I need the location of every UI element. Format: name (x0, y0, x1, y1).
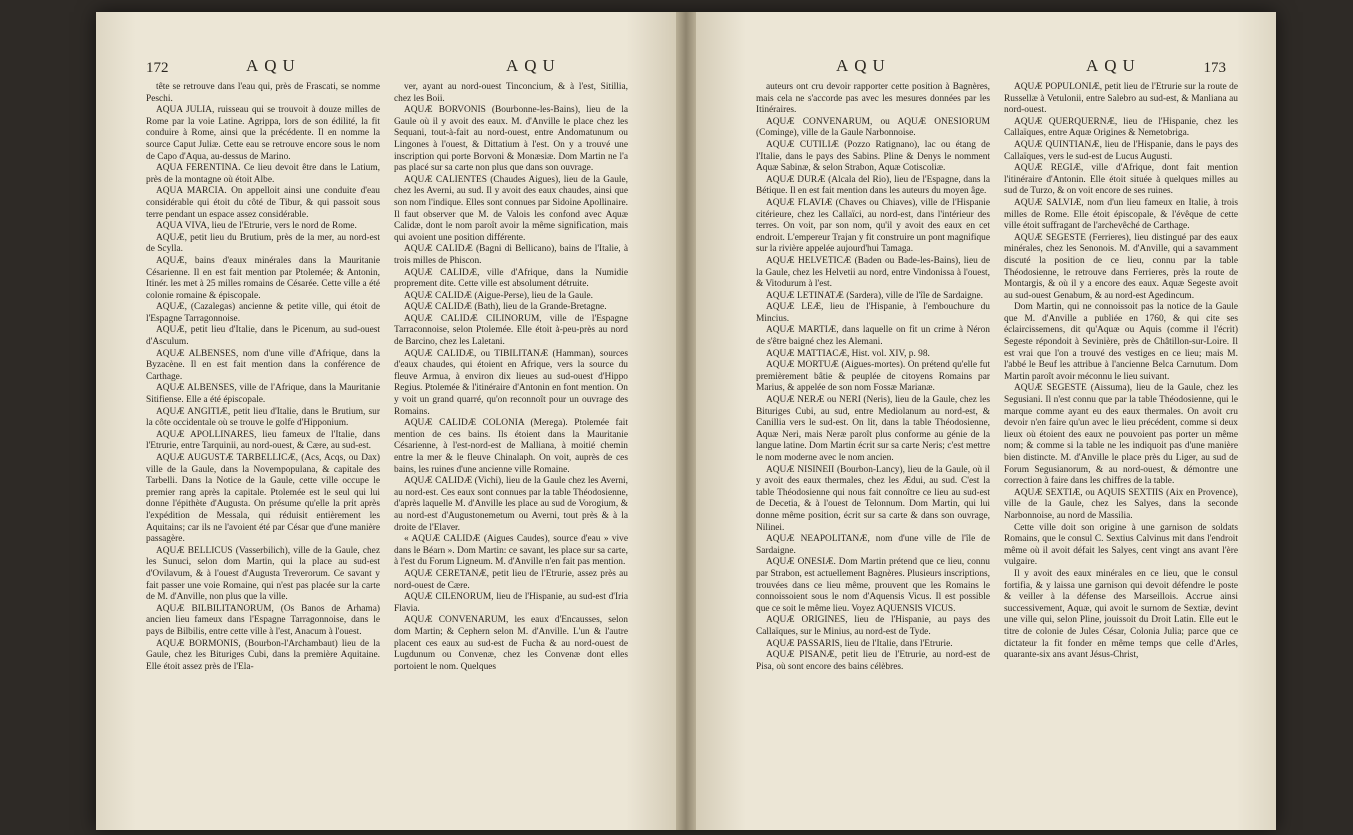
right-running-head-1: AQU (836, 56, 891, 75)
entry-paragraph: AQUÆ CALIENTES (Chaudes Aigues), lieu de la Gaule, chez les Averni, au sud. Il y avoit des eaux chaudes, ainsi que son nom l'indique. Elles sont connues par Sidoine Apollinaire. Il faut observer que M. de Valois les confond avec Aquæ Calidæ, dont le nom paroît avoir la même signification, mais qui avoient une position différente. (394, 174, 628, 243)
entry-paragraph: AQUÆ LETINATÆ (Sardera), ville de l'île de Sardaigne. (766, 290, 983, 301)
entry-paragraph: AQUÆ REGIÆ, ville d'Afrique, dont fait mention l'itinéraire d'Antonin. Elle étoit située à quelques milles au sud de Turzo, & on voit encore de ses ruines. (1004, 163, 1238, 197)
entry-paragraph: AQUÆ BORMONIS, (Bourbon-l'Archambaut) lieu de la Gaule, chez les Bituriges Cubi, dans la première Aquitaine. Elle étoit assez près de l'Ela- (146, 638, 380, 672)
entry-paragraph: AQUÆ, bains d'eaux minérales dans la Mauritanie Césarienne. Il en est fait mention par Ptolemée; & Antonin, Itinér. les met à 25 milles romains de Césarée. Cette ville a été colonie romaine & épiscopale. (146, 255, 380, 301)
entry-paragraph: AQUÆ CERETANÆ, petit lieu de l'Etrurie, assez près au nord-ouest de Cære. (394, 568, 628, 591)
entry-paragraph: AQUÆ PISANÆ, petit lieu de l'Etrurie, au nord-est de Pisa, où sont encore des bains célèbres. (756, 650, 990, 672)
left-col-2 (394, 82, 628, 673)
entry-paragraph: AQUÆ CALIDÆ COLONIA (Merega). Ptolemée fait mention de ces bains. Ils étoient dans la Mauritanie Césarienne, à l'est-nord-est de Malliana, à moitié chemin entre la mer & le fleuve Chinalaph. On voit, auprès de ces bains, les ruines d'une ancienne ville Romaine. (394, 418, 628, 475)
entry-paragraph: AQUA FERENTINA. Ce lieu devoit être dans le Latium, près de la montagne où étoit Albe. (146, 163, 380, 185)
right-running-head-2: AQU (1086, 56, 1141, 75)
entry-paragraph: AQUÆ CALIDÆ, ville d'Afrique, dans la Numidie proprement dite. Cette ville est absolument détruite. (394, 267, 628, 290)
entry-paragraph: AQUÆ HELVETICÆ (Baden ou Bade-les-Bains), lieu de la Gaule, chez les Helvetii au nord, entre Vindonissa à l'ouest, & Vitodurum à l'est. (756, 255, 990, 290)
entry-paragraph: AQUA VIVA, lieu de l'Etrurie, vers le nord de Rome. (156, 221, 357, 232)
left-page-columns (146, 82, 628, 673)
entry-paragraph: AQUÆ CONVENARUM, ou AQUÆ ONESIORUM (Cominge), ville de la Gaule Narbonnoise. (756, 116, 990, 139)
entry-paragraph: AQUÆ CALIDÆ, ou TIBILITANÆ (Hamman), sources d'eaux chaudes, qui étoient en Afrique, vers la source du fleuve Armua, à environ dix lieues au sud-ouest d'Hippo Regius. Ptolemée & l'itinéraire d'Antonin en font mention. On y voit un grand quarré, qu'on reconnoît pour un ouvrage des Romains. (394, 348, 628, 417)
entry-paragraph: AQUÆ SEGESTE (Aissuma), lieu de la Gaule, chez les Segusiani. Il n'est connu que par la table Théodosienne, qui le marque comme ayant eu des eaux thermales. On avoit cru devoir n'en faire qu'un avec le lieu précédent, comme si deux lieux où étoient des eaux ne pouvoient pas porter un même nom; & comme si la table ne les indiquoit pas d'une manière bien distincte. M. d'Anville le place près du Liger, au sud de Forum Segusianorum, & au nord-ouest, & démontre une correction à faire dans les chiffres de la table. (1004, 383, 1238, 487)
book-spread (96, 12, 1276, 830)
entry-paragraph: « AQUÆ CALIDÆ (Aigues Caudes), source d'eau » vive dans le Béarn ». Dom Martin: ce savant, les place sur sa carte, à l'est du Forum Ligneum. M. d'Anville n'en fait pas mention. (394, 534, 628, 568)
entry-paragraph: AQUÆ CALIDÆ CILINORUM, ville de l'Espagne Tarraconnoise, selon Ptolemée. Elle étoit à-peu-près au nord de Barcino, chez les Laletani. (394, 313, 628, 348)
entry-paragraph: AQUÆ BORVONIS (Bourbonne-les-Bains), lieu de la Gaule où il y avoit des eaux. M. d'Anville le place chez les Sequani, tout-à-fait au nord-ouest, entre Andomatunum ou Lingones à l'ouest, & Dittatium à l'est. On y a trouvé une inscription qui porte Borvoni & Monæsiæ. Dom Martin ne l'a pas placé sur sa carte non plus que dans son ouvrage. (394, 105, 628, 174)
entry-paragraph: AQUA JULIA, ruisseau qui se trouvoit à douze milles de Rome par la voie Latine. Agrippa, lors de son édilité, la fit conduire à Rome, ainsi que la précédente. Il en nomme la source Caput Juliæ. Cette eau se retrouve encore sous le nom de Capo d'Aqua, au-dessus de Marino. (146, 105, 380, 162)
right-page-columns (756, 82, 1238, 673)
entry-paragraph: AQUÆ AUGUSTÆ TARBELLICÆ, (Acs, Acqs, ou Dax) ville de la Gaule, dans la Novempopulana, & capitale des Tarbelli. Dans la Notice de la Gaule, cette ville occupe le premier rang après la capitale. Ptolemée est le seul qui lui donne l'épithète d'Augusta. On présume qu'elle la prit après l'expédition de Messala, qui réduisit entièrement les Aquitains; car ils ne l'avoient été par César que d'une manière passagère. (146, 453, 380, 545)
book-gutter (676, 12, 696, 830)
entry-paragraph: AQUÆ MORTUÆ (Aigues-mortes). On prétend qu'elle fut premièrement bâtie & peuplée de citoyens Romains par Marius, & appelée de son nom Fossæ Marianæ. (756, 360, 990, 394)
entry-paragraph: AQUÆ, (Cazalegas) ancienne & petite ville, qui étoit de l'Espagne Tarragonnoise. (146, 302, 380, 324)
entry-paragraph: AQUÆ ANGITIÆ, petit lieu d'Italie, dans le Brutium, sur la côte occidentale où se trouve le golfe d'Hipponium. (146, 406, 380, 429)
entry-paragraph: AQUÆ CILENORUM, lieu de l'Hispanie, au sud-est d'Iria Flavia. (394, 592, 628, 614)
entry-paragraph: AQUÆ CALIDÆ (Bath), lieu de la Grande-Bretagne. (404, 302, 607, 313)
entry-paragraph: ver, ayant au nord-ouest Tinconcium, & à l'est, Sitillia, chez les Boii. (394, 82, 628, 104)
left-col-1 (146, 82, 380, 673)
right-col-1 (756, 82, 990, 673)
entry-paragraph: AQUÆ DURÆ (Alcala del Rio), lieu de l'Espagne, dans la Bétique. Il en est fait mention dans les auteurs du moyen âge. (756, 174, 990, 197)
entry-paragraph: AQUÆ SEGESTE (Ferrieres), lieu distingué par des eaux minérales, chez les Senonois. M. d'Anville, qui a savamment discuté la position de ce lieu, connu par la table Théodosienne, le retrouve dans Ferrieres, près la route de Montargis, & où il y a encore des eaux. Aquæ Segeste avoit au sud-ouest Genabum, & au nord-est Agedincum. (1004, 232, 1238, 301)
entry-paragraph: AQUÆ BELLICUS (Vasserbilich), ville de la Gaule, chez les Sunuci, selon dom Martin, qui la place au sud-est d'Ovilavum, & à l'ouest d'Augusta Treverorum. Ce savant y fait passer une voie Romaine, qui n'est pas placée sur la carte de M. d'Anville, non plus que la ville. (146, 545, 380, 603)
entry-paragraph: AQUÆ CALIDÆ (Vichi), lieu de la Gaule chez les Averni, au nord-est. Ces eaux sont connues par la table Théodosienne, d'après laquelle M. d'Anville les place au sud de Vorogium, & au nord-est d'Augustonemetum ou Averni, tout près & à la droite de l'Elaver. (394, 476, 628, 533)
entry-paragraph: AQUÆ CONVENARUM, les eaux d'Encausses, selon dom Martin; & Cephern selon M. d'Anville. L'un & l'autre placent ces eaux au sud-est de Fucha & au nord-ouest de Lugdunum ou Convenæ, chez les Convenæ dont elles portoient le nom. Quelques (394, 615, 628, 672)
entry-paragraph: Cette ville doit son origine à une garnison de soldats Romains, que le consul C. Sextius Calvinus mit dans l'endroit même où il avoit défait les Salyes, cent vingt ans avant l'ère vulgaire. (1004, 522, 1238, 568)
entry-paragraph: AQUÆ MATTIACÆ, Hist. vol. XIV, p. 98. (766, 348, 930, 359)
entry-paragraph: AQUÆ QUINTIANÆ, lieu de l'Hispanie, dans le pays des Callaïques, vers le sud-est de Lucus Augusti. (1004, 139, 1238, 162)
entry-paragraph: Il y avoit des eaux minérales en ce lieu, que le consul fortifia, & y laissa une garnison qui devoit défendre le poste & veiller à la défense des Marseillois. Accrue ainsi successivement, Aquæ, qui avoit le surnom de Sextiæ, devint une ville qui, selon Pline, jouissoit du Droit Latin. Elle eut le titre de colonie de Jules César, Colonia Julia; parce que ce dictateur la fit fonder en même temps que celle d'Arles, quarante-six ans avant Jésus-Christ, (1004, 568, 1238, 661)
entry-paragraph: AQUÆ SEXTIÆ, ou AQUIS SEXTIIS (Aix en Provence), ville de la Gaule, chez les Salyes, dans la seconde Narbonnoise, au nord de Massilia. (1004, 487, 1238, 521)
left-page (96, 12, 686, 830)
entry-paragraph: AQUA MARCIA. On appelloit ainsi une conduite d'eau considérable qui étoit du côté de Tibur, & qui passoit sous terre pendant un espace assez considérable. (146, 186, 380, 220)
entry-paragraph: AQUÆ LEÆ, lieu de l'Hispanie, à l'embouchure du Mincius. (756, 302, 990, 324)
entry-paragraph: AQUÆ ALBENSES, ville de l'Afrique, dans la Mauritanie Sitifiense. Elle a été épiscopale. (146, 383, 380, 406)
left-running-head-1: AQU (246, 56, 301, 75)
left-running-head-2: AQU (506, 56, 561, 75)
right-page-number: 173 (1203, 60, 1226, 76)
entry-paragraph: AQUÆ, petit lieu d'Italie, dans le Picenum, au sud-ouest d'Asculum. (146, 325, 380, 348)
entry-paragraph: AQUÆ, petit lieu du Brutium, près de la mer, au nord-est de Scylla. (146, 232, 380, 255)
entry-paragraph: auteurs ont cru devoir rapporter cette position à Bagnères, mais cela ne s'accorde pas avec les mesures données par les Itinéraires. (756, 82, 990, 116)
entry-paragraph: AQUÆ QUERQUERNÆ, lieu de l'Hispanie, chez les Callaïques, entre Aquæ Origines & Nemetobriga. (1004, 116, 1238, 139)
entry-paragraph: Dom Martin, qui ne connoissoit pas la notice de la Gaule que M. d'Anville a publiée en 1760, & qui cite ses éclaircissemens, dit qu'Aquæ ou Aquis (comme il l'écrit) Segeste répondoit à Sevinière, près de Châtillon-sur-Loire. Il est vrai que l'on a trouvé des vestiges en ce lieu; mais M. l'abbé le Beuf les attribue à l'ancienne Belca Carnutum. Dom Martin paroît avoir méconnu le lieu suivant. (1004, 302, 1238, 382)
entry-paragraph: AQUÆ CUTILIÆ (Pozzo Ratignano), lac ou étang de l'Italie, dans le pays des Sabins. Pline & Denys le nomment Aquæ Sabinæ, & selon Strabon, Aquæ Cotiscoliæ. (756, 139, 990, 174)
entry-paragraph: AQUÆ CALIDÆ (Bagni di Bellicano), bains de l'Italie, à trois milles de Phiscon. (394, 244, 628, 266)
entry-paragraph: AQUÆ BILBILITANORUM, (Os Banos de Arhama) ancien lieu fameux dans l'Espagne Tarragonnoise, dans le pays de Bilbilis, entre cette ville à l'est, Anacum à l'ouest. (146, 603, 380, 637)
entry-paragraph: AQUÆ FLAVIÆ (Chaves ou Chiaves), ville de l'Hispanie citérieure, chez les Callaïci, au nord-est, dans l'intérieur des terres. On voit, par son nom, qu'il y avoit des eaux en cet endroit. L'empereur Trajan y fit construire un pont magnifique sur la rivière appelée aujourd'hui Tamaga. (756, 197, 990, 255)
entry-paragraph: AQUÆ APOLLINARES, lieu fameux de l'Italie, dans l'Etrurie, entre Tarquinii, au nord-ouest, & Cære, au sud-est. (146, 429, 380, 452)
entry-paragraph: AQUÆ SALVIÆ, nom d'un lieu fameux en Italie, à trois milles de Rome. Elle étoit épiscopale, & l'évêque de cette ville étoit suffragant de l'archevêché de Carthage. (1004, 197, 1238, 232)
entry-paragraph: AQUÆ MARTIÆ, dans laquelle on fit un crime à Néron de s'être baigné chez les Alemani. (756, 325, 990, 348)
right-col-2 (1004, 82, 1238, 673)
right-page (686, 12, 1276, 830)
entry-paragraph: AQUÆ CALIDÆ (Aigue-Perse), lieu de la Gaule. (404, 290, 594, 301)
entry-paragraph: AQUÆ NISINEII (Bourbon-Lancy), lieu de la Gaule, où il y avoit des eaux thermales, chez les Ædui, au sud. C'est la table Théodosienne qui nous fait connoître ce lieu au sud-est de Decetia, & à l'ouest de Telonnum. Dom Martin, qui lui donne même position, écrit sur sa carte & dans son ouvrage, Nilinei. (756, 464, 990, 533)
entry-paragraph: AQUÆ ALBENSES, nom d'une ville d'Afrique, dans la Byzacène. Il en est fait mention dans la conférence de Carthage. (146, 348, 380, 382)
entry-paragraph: AQUÆ ORIGINES, lieu de l'Hispanie, au pays des Callaïques, sur le Minius, au nord-est de Tyde. (756, 615, 990, 637)
entry-paragraph: AQUÆ POPULONIÆ, petit lieu de l'Etrurie sur la route de Russellæ à Vetulonii, entre Salebro au sud-est, & Manliana au nord-ouest. (1004, 82, 1238, 116)
entry-paragraph: AQUÆ NEAPOLITANÆ, nom d'une ville de l'île de Sardaigne. (756, 534, 990, 556)
entry-paragraph: AQUÆ PASSARIS, lieu de l'Italie, dans l'Etrurie. (766, 638, 953, 649)
entry-paragraph: tête se retrouve dans l'eau qui, près de Frascati, se nomme Peschi. (146, 82, 380, 104)
left-page-number: 172 (146, 60, 169, 76)
entry-paragraph: AQUÆ ONESIÆ. Dom Martin prétend que ce lieu, connu par Strabon, est actuellement Bagnères. Plusieurs inscriptions, trouvées dans ce lieu même, prouvent que les Romains le connoissoient sous le nom d'Aquensis Vicus. Il est possible que ce soit le même lieu. Voyez AQUENSIS VICUS. (756, 557, 990, 614)
entry-paragraph: AQUÆ NERÆ ou NERI (Neris), lieu de la Gaule, chez les Bituriges Cubi, au sud, entre Mediolanum au nord-est, & Canillia vers le sud-est. On lit, dans la table Théodosienne, Aquæ Neri, mais Neræ paroît plus conforme au génie de la langue latine. Dom Martin écrit sur sa carte Neris; c'est mettre le nom moderne avec le nom ancien. (756, 395, 990, 463)
